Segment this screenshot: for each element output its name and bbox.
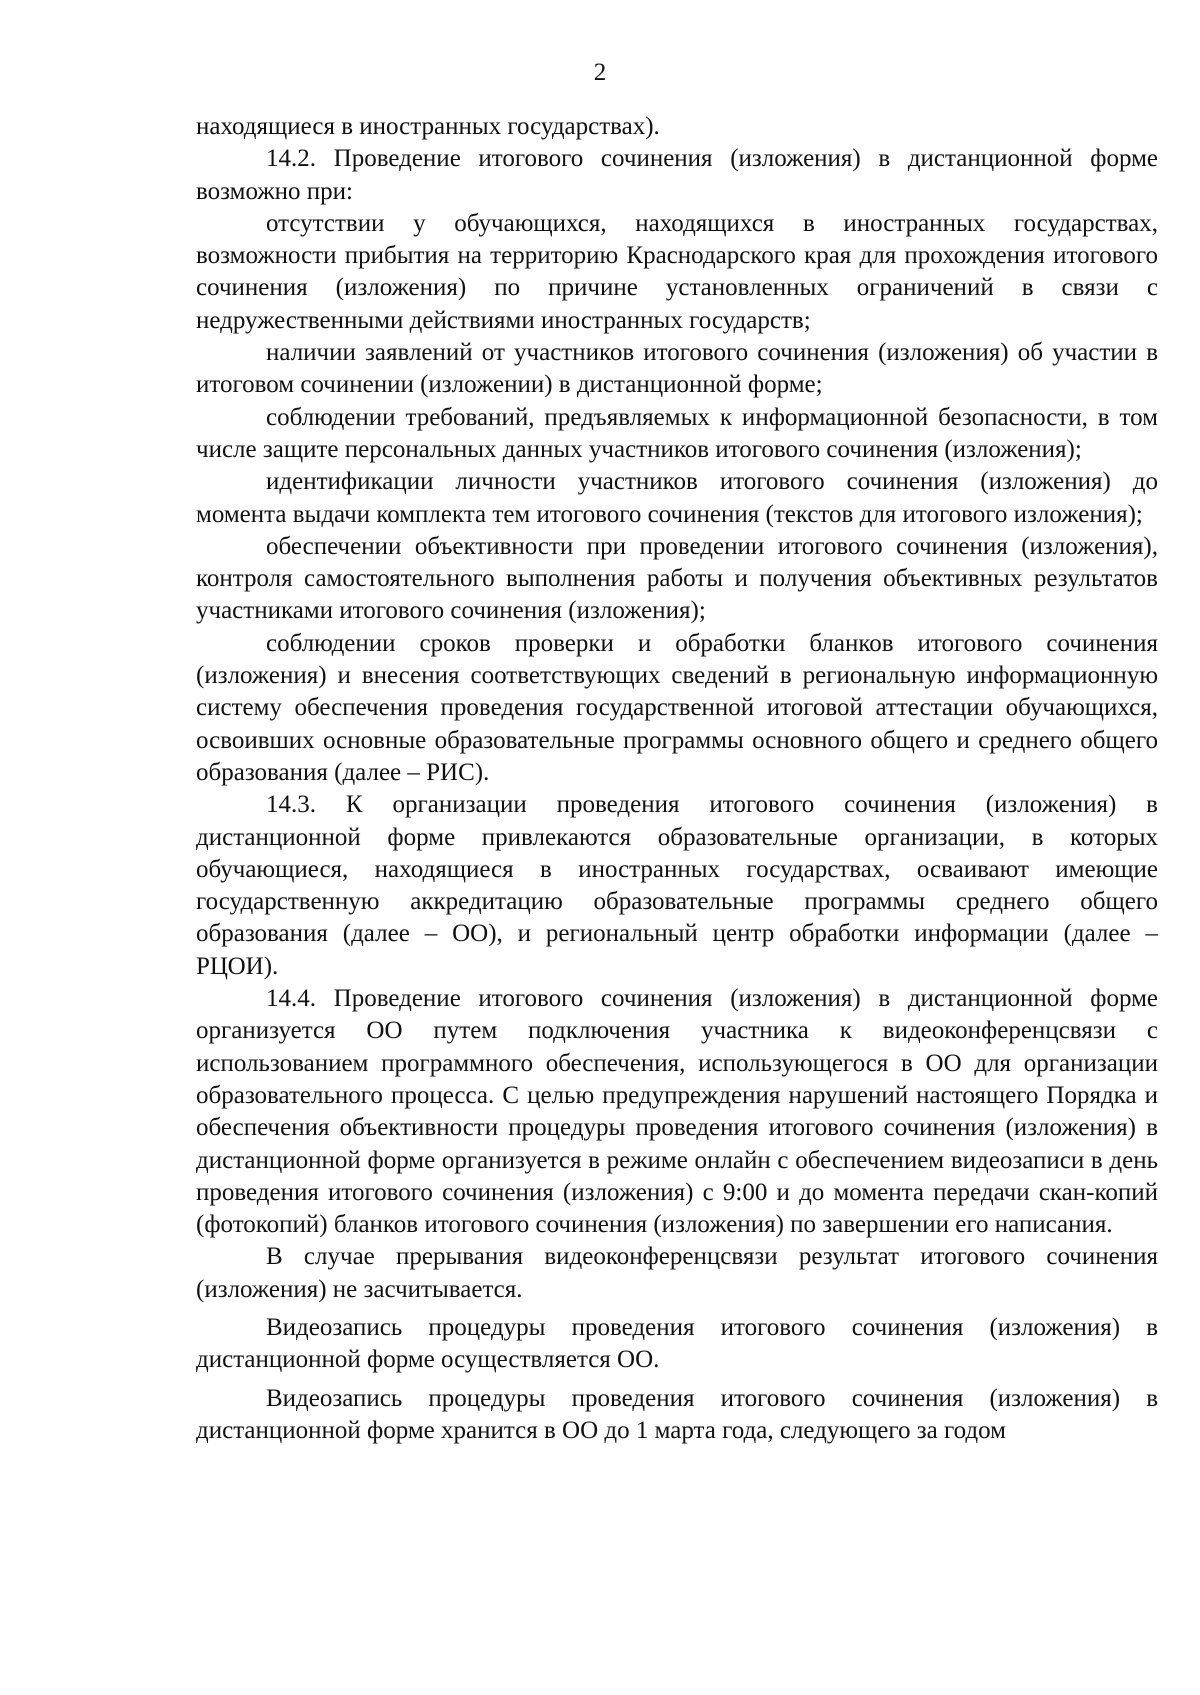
paragraph-condition-applications: наличии заявлений от участников итогового сочинения (изложения) об участии в итоговом сочинении (изложении) в дистанционной форме; [196,339,1158,399]
page-number: 2 [593,59,607,86]
paragraph-video-storage: Видеозапись процедуры проведения итогового сочинения (изложения) в дистанционной форме хранится в ОО до 1 марта года, следующего за годом [196,1384,1158,1444]
paragraph-condition-deadlines: соблюдении сроков проверки и обработки бланков итогового сочинения (изложения) и внесения соответствующих сведений в региональную информационную систему обеспечения проведения государственной итоговой аттестации обучающихся, освоивших основные образовательные программы основного общего и среднего общего образования (далее – РИС). [196,629,1158,786]
paragraph-interruption: В случае прерывания видеоконференцсвязи результат итогового сочинения (изложения) не засчитывается. [196,1243,1158,1303]
document-body [196,111,1158,1447]
paragraph-condition-travel: отсутствии у обучающихся, находящихся в иностранных государствах, возможности прибытия на территорию Краснодарского края для прохождения итогового сочинения (изложения) по причине установленных ограничений в связи с недружественными действиями иностранных государств; [196,209,1158,334]
paragraph-14-3: 14.3. К организации проведения итогового сочинения (изложения) в дистанционной форме привлекаются образовательные организации, в которых обучающиеся, находящиеся в иностранных государствах, осваивают имеющие государственную аккредитацию образовательные программы среднего общего образования (далее – ОО), и региональный центр обработки информации (далее – РЦОИ). [196,791,1158,980]
paragraph-condition-security: соблюдении требований, предъявляемых к информационной безопасности, в том числе защите персональных данных участников итогового сочинения (изложения); [196,403,1158,463]
paragraph-14-2: 14.2. Проведение итогового сочинения (изложения) в дистанционной форме возможно при: [196,145,1158,205]
paragraph-condition-identification: идентификации личности участников итогового сочинения (изложения) до момента выдачи комплекта тем итогового сочинения (текстов для итогового изложения); [196,468,1158,528]
paragraph-condition-objectivity: обеспечении объективности при проведении итогового сочинения (изложения), контроля самостоятельного выполнения работы и получения объективных результатов участниками итогового сочинения (изложения); [196,532,1158,625]
paragraph-continuation: находящиеся в иностранных государствах). [196,113,660,140]
paragraph-video-recording: Видеозапись процедуры проведения итогового сочинения (изложения) в дистанционной форме осуществляется ОО. [196,1313,1158,1374]
paragraph-14-4: 14.4. Проведение итогового сочинения (изложения) в дистанционной форме организуется ОО путем подключения участника к видеоконференцсвязи с использованием программного обеспечения, использующегося в ОО для организации образовательного процесса. С целью предупреждения нарушений настоящего Порядка и обеспечения объективности процедуры проведения итогового сочинения (изложения) в дистанционной форме организуется в режиме онлайн с обеспечением видеозаписи в день проведения итогового сочинения (изложения) с 9:00 и до момента передачи скан-копий (фотокопий) бланков итогового сочинения (изложения) по завершении его написания. [196,985,1158,1239]
